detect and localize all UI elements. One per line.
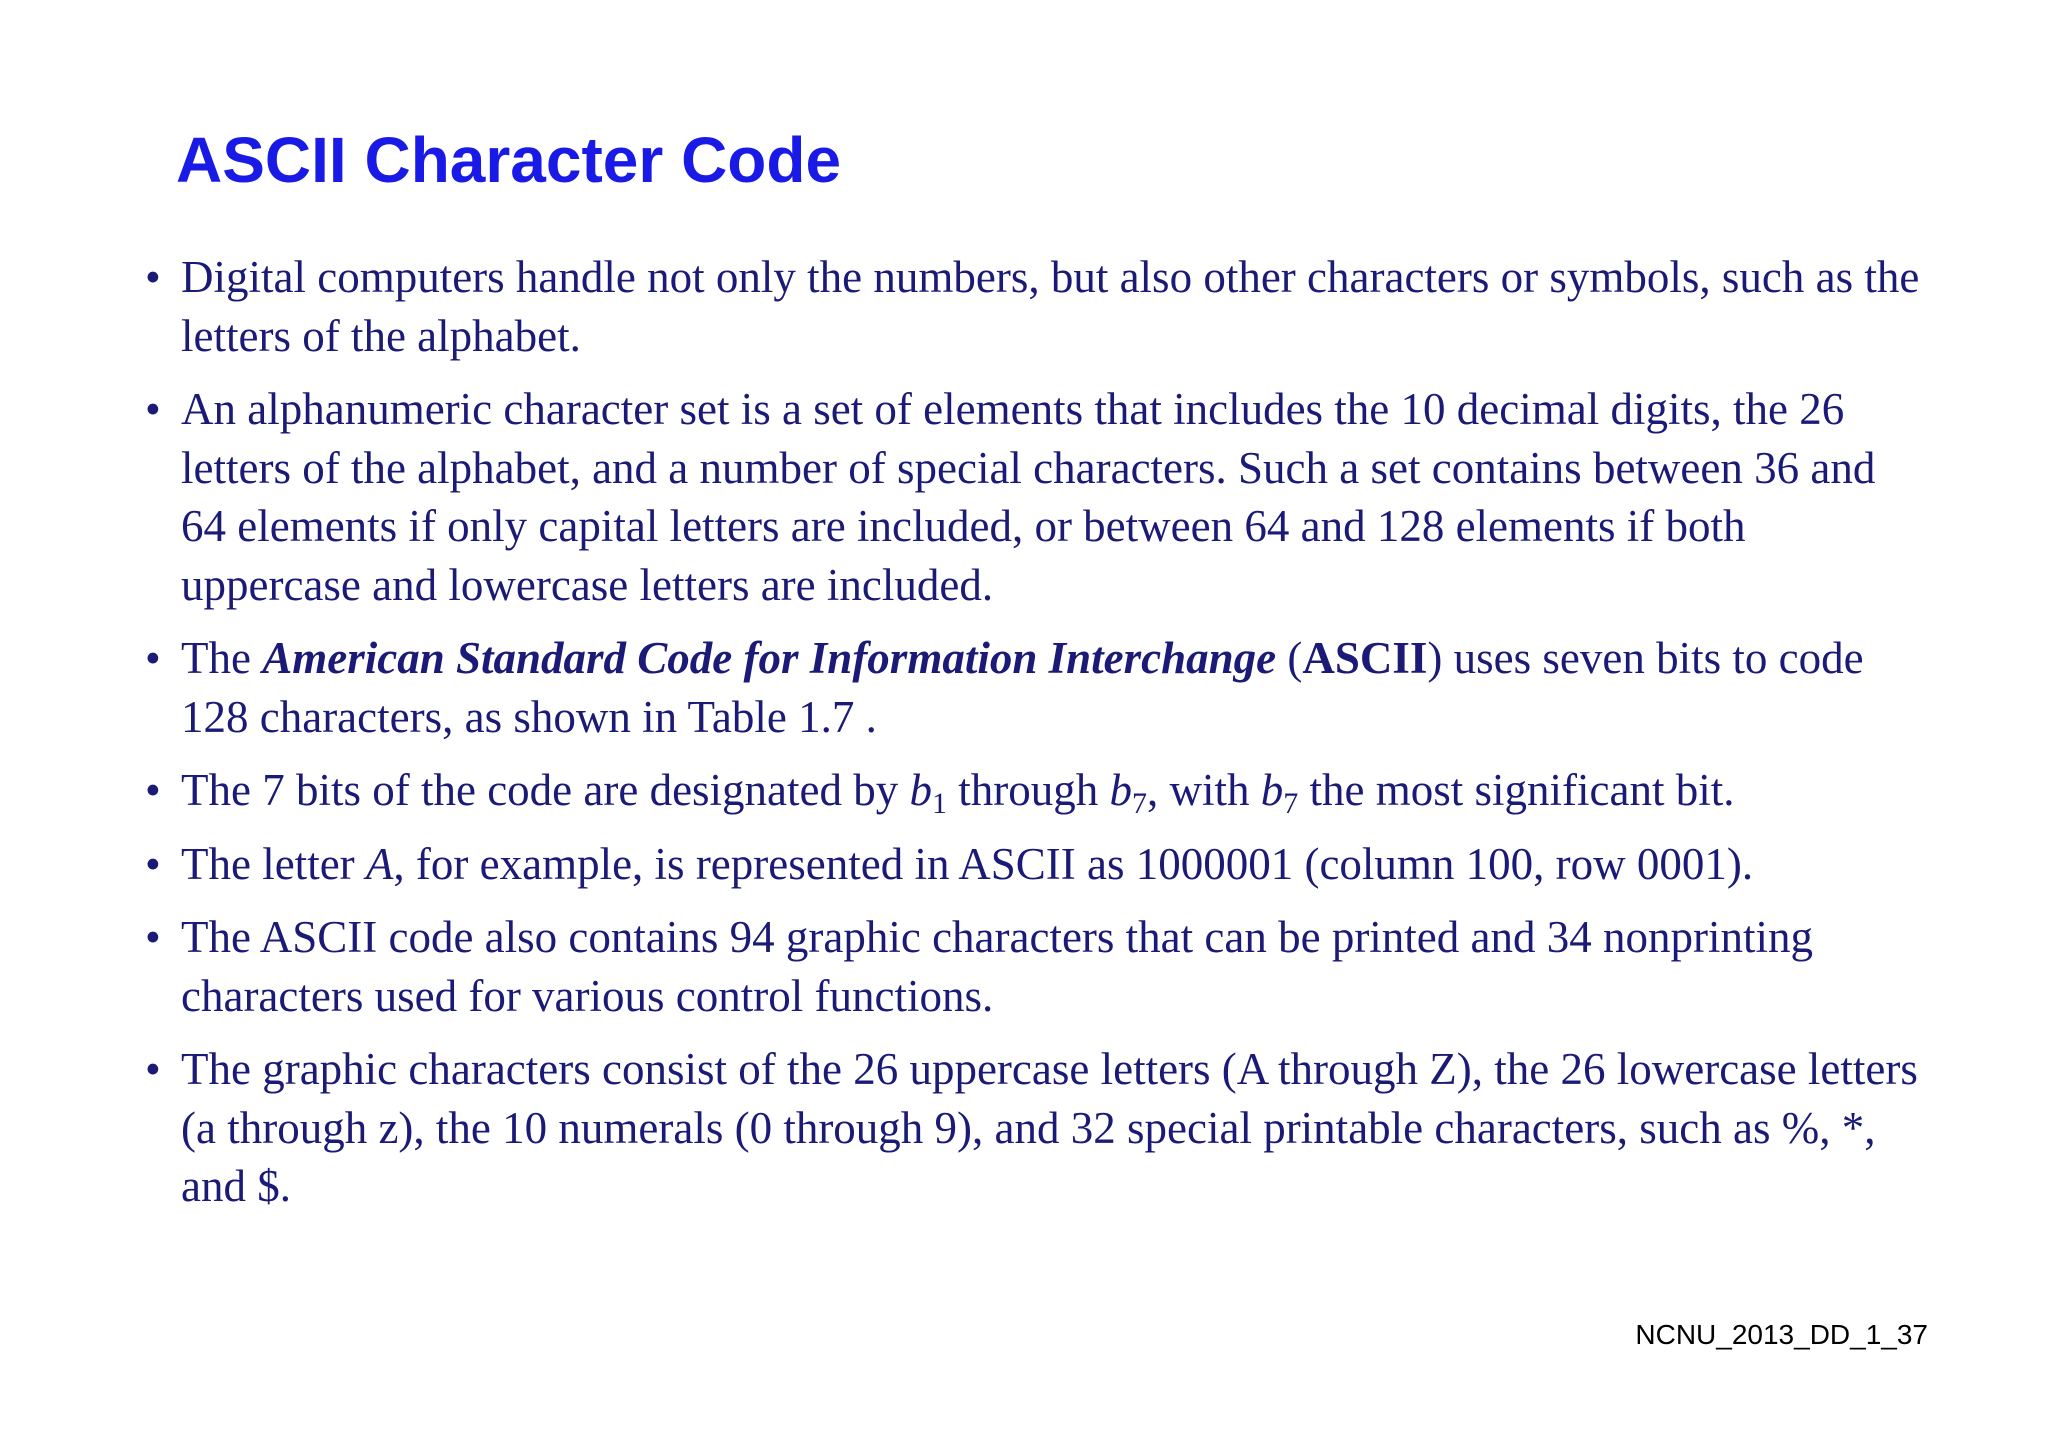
bullet-marker: •: [145, 633, 161, 683]
bullet-item-5: [145, 835, 1925, 894]
bullet-text-mid: (: [1276, 633, 1303, 683]
bullet-list: [145, 248, 1925, 1231]
bullet-text-mid: through: [947, 765, 1110, 815]
bullet-item-6: [145, 908, 1925, 1025]
slide-title: ASCII Character Code: [176, 124, 842, 196]
bullet-text-start: The letter: [181, 838, 366, 889]
ascii-full-name: American Standard Code for Information Interchange: [262, 633, 1277, 683]
bullet-marker: •: [145, 838, 161, 889]
bullet-marker: •: [145, 765, 161, 815]
bullet-text-mid: , with: [1147, 765, 1261, 815]
bit-variable: b: [909, 765, 933, 815]
bullet-text-start: The: [181, 633, 263, 683]
bullet-text: Digital computers handle not only the numbers, but also other characters or symbols, such as the letters of the alphabet.: [181, 252, 1920, 361]
bullet-text: The ASCII code also contains 94 graphic characters that can be printed and 34 nonprinting characters used for various control functions.: [181, 912, 1813, 1021]
bullet-marker: •: [145, 384, 161, 434]
letter-variable: A: [365, 838, 394, 889]
bit-subscript: 7: [1132, 787, 1148, 820]
slide-footer-id: NCNU_2013_DD_1_37: [1635, 1319, 1928, 1350]
bullet-text: The graphic characters consist of the 26 uppercase letters (A through Z), the 26 lowercase letters (a through z), the 10 numerals (0 through 9), and 32 special printable characters, such as %, *, and $.: [181, 1044, 1918, 1211]
bit-variable: b: [1109, 765, 1133, 815]
ascii-abbreviation: ASCII: [1302, 633, 1428, 683]
bullet-marker: •: [145, 912, 161, 962]
bit-subscript: 7: [1283, 787, 1299, 820]
bullet-marker: •: [145, 1044, 161, 1094]
bullet-text-end: the most significant bit.: [1298, 765, 1735, 815]
bullet-text-start: The 7 bits of the code are designated by: [181, 765, 910, 815]
bullet-item-7: [145, 1040, 1925, 1216]
bullet-text-end: , for example, is represented in ASCII as 1000001 (column 100, row 0001).: [393, 838, 1754, 889]
bullet-item-4: [145, 761, 1925, 820]
bullet-marker: •: [145, 252, 161, 302]
bit-subscript: 1: [932, 787, 948, 820]
bullet-item-2: [145, 380, 1925, 614]
bullet-text: An alphanumeric character set is a set of elements that includes the 10 decimal digits, the 26 letters of the alphabet, and a number of special characters. Such a set contains between 36 and 64 elements if only capital letters are included, or between 64 and 128 elements if both uppercase and lowercase letters are included.: [181, 384, 1876, 610]
bit-variable: b: [1260, 765, 1284, 815]
bullet-text-end: ) uses seven bits to code 128 characters, as shown in Table 1.7 .: [181, 633, 1864, 742]
bullet-item-1: [145, 248, 1925, 365]
bullet-item-3: [145, 629, 1925, 746]
